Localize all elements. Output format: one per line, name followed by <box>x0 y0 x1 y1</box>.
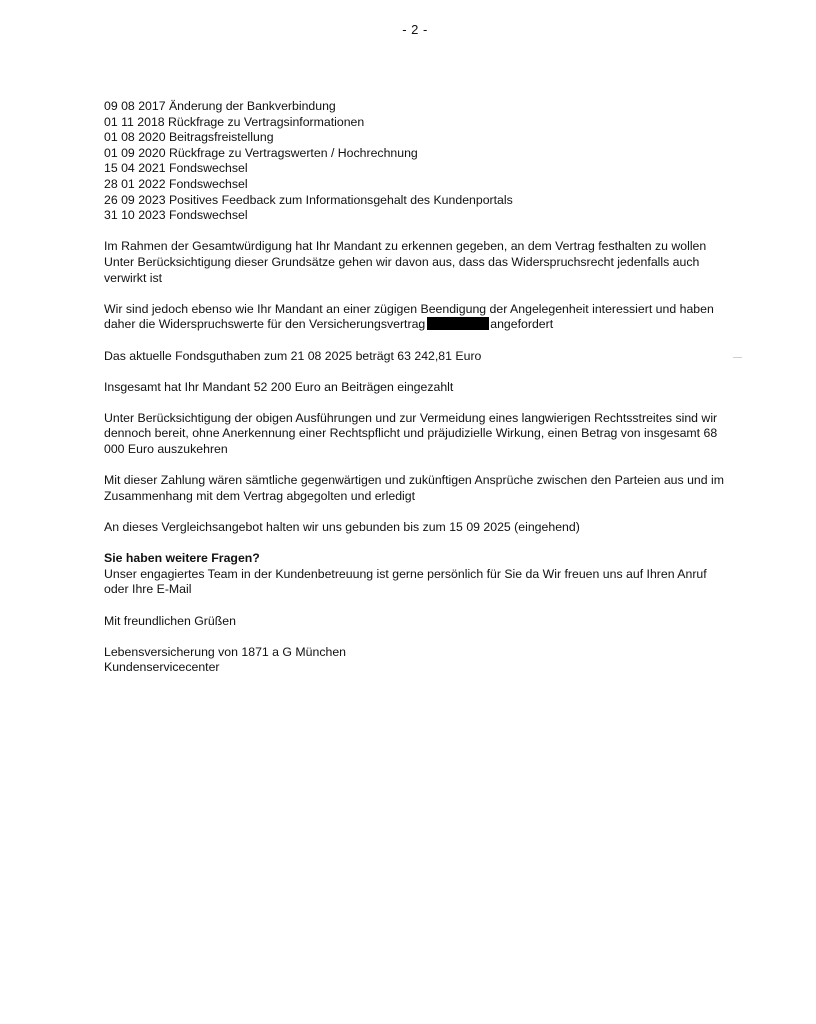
questions-heading: Sie haben weitere Fragen? <box>104 551 260 566</box>
department-name: Kundenservicecenter <box>104 660 220 675</box>
questions-text: Unser engagiertes Team in der Kundenbetreuung ist gerne persönlich für Sie da Wir freuen uns auf Ihren Anruf oder Ihre E-Mail <box>104 566 707 597</box>
page-number: - 2 - <box>402 22 428 37</box>
values-requested-paragraph <box>104 302 724 333</box>
letter-body <box>104 99 724 676</box>
history-item: 01 09 2020 Rückfrage zu Vertragswerten / Hochrechnung <box>104 145 418 160</box>
margin-fold-mark <box>733 357 742 358</box>
closing-greeting: Mit freundlichen Grüßen <box>104 613 236 628</box>
company-name: Lebensversicherung von 1871 a G München <box>104 644 346 659</box>
contract-history-list <box>104 99 724 224</box>
settlement-offer-paragraph: Unter Berücksichtigung der obigen Ausführungen und zur Vermeidung eines langwierigen Rechtsstreites sind wir dennoch bereit, ohne Anerkennung einer Rechtspflicht und präjudizielle Wirkung, einen Betrag von insgesamt 68 000 Euro auszukehren <box>104 410 718 457</box>
history-item: 09 08 2017 Änderung der Bankverbindung <box>104 99 336 113</box>
history-item: 31 10 2023 Fondswechsel <box>104 208 248 223</box>
values-requested-text: Wir sind jedoch ebenso wie Ihr Mandant an einer zügigen Beendigung der Angelegenheit interessiert und haben daher die Widerspruchswerte für den Versicherungsvertrag <box>104 301 714 332</box>
assessment-paragraph <box>104 239 724 286</box>
history-item: 01 11 2018 Rückfrage zu Vertragsinformationen <box>104 114 365 129</box>
values-requested-text-end: angefordert <box>490 317 554 332</box>
settlement-scope-paragraph: Mit dieser Zahlung wären sämtliche gegenwärtigen und zukünftigen Ansprüche zwischen den Parteien aus und im Zusammenhang mit dem Vertrag abgegolten und erledigt <box>104 473 724 503</box>
redacted-contract-number <box>427 317 489 330</box>
offer-deadline-paragraph: An dieses Vergleichsangebot halten wir uns gebunden bis zum 15 09 2025 (eingehend) <box>104 520 580 535</box>
questions-section <box>104 551 724 598</box>
history-item: 15 04 2021 Fondswechsel <box>104 161 248 176</box>
signature-block <box>104 645 724 676</box>
assessment-text: Im Rahmen der Gesamtwürdigung hat Ihr Mandant zu erkennen gegeben, an dem Vertrag festhalten zu wollen <box>104 239 707 254</box>
history-item: 26 09 2023 Positives Feedback zum Informationsgehalt des Kundenportals <box>104 192 513 207</box>
fund-balance-paragraph: Das aktuelle Fondsguthaben zum 21 08 2025 beträgt 63 242,81 Euro <box>104 348 482 363</box>
contributions-paragraph: Insgesamt hat Ihr Mandant 52 200 Euro an Beiträgen eingezahlt <box>104 379 454 394</box>
history-item: 28 01 2022 Fondswechsel <box>104 176 248 191</box>
history-item: 01 08 2020 Beitragsfreistellung <box>104 130 274 145</box>
forfeiture-text: Unter Berücksichtigung dieser Grundsätze gehen wir davon aus, dass das Widerspruchsrecht jedenfalls auch verwirkt ist <box>104 254 700 285</box>
